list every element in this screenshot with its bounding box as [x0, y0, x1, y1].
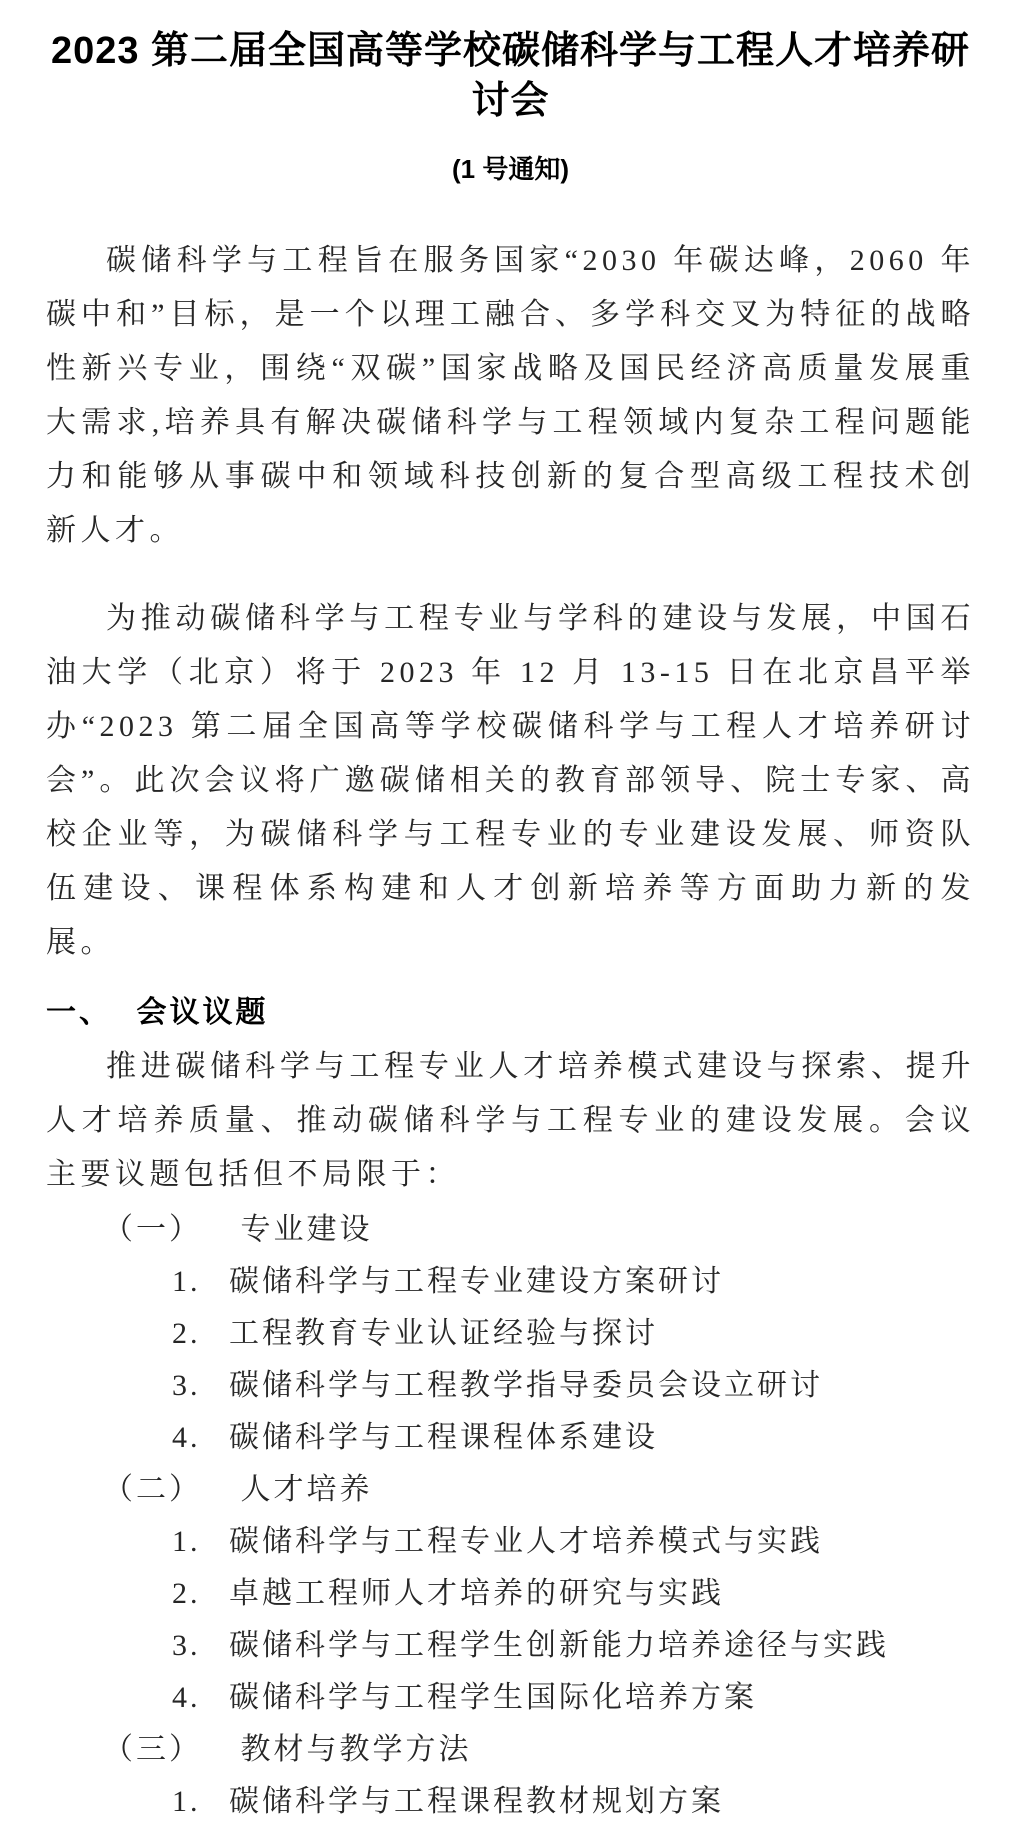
- agenda-subsection-header-2: [103, 1464, 975, 1516]
- agenda-item: [172, 1308, 975, 1360]
- agenda-list: [46, 1204, 975, 1828]
- item-text: 碳储科学与工程课程教材规划方案: [229, 1785, 724, 1818]
- agenda-item: [172, 1256, 975, 1308]
- subsection-label: （一）: [103, 1213, 202, 1246]
- agenda-intro-paragraph: 推进碳储科学与工程专业人才培养模式建设与探索、提升人才培养质量、推动碳储科学与工程专业的建设发展。会议主要议题包括但不局限于：: [46, 1050, 975, 1191]
- agenda-item: [172, 1568, 975, 1620]
- item-number: 4.: [172, 1681, 201, 1714]
- agenda-item: [172, 1516, 975, 1568]
- agenda-subsection-header-1: [103, 1204, 975, 1256]
- intro-paragraph-1: 碳储科学与工程旨在服务国家“2030 年碳达峰，2060 年碳中和”目标，是一个以理工融合、多学科交叉为特征的战略性新兴专业，围绕“双碳”国家战略及国民经济高质量发展重大需求,培养具有解决碳储科学与工程领域内复杂工程问题能力和能够从事碳中和领域科技创新的复合型高级工程技术创新人才。: [46, 244, 975, 547]
- item-text: 卓越工程师人才培养的研究与实践: [229, 1577, 724, 1610]
- item-number: 1.: [172, 1525, 201, 1558]
- item-text: 碳储科学与工程专业人才培养模式与实践: [229, 1525, 823, 1558]
- subsection-label: （二）: [103, 1473, 202, 1506]
- agenda-heading-text: 会议议题: [136, 996, 269, 1029]
- item-text: 工程教育专业认证经验与探讨: [229, 1317, 658, 1350]
- intro-paragraph-2: 为推动碳储科学与工程专业与学科的建设与发展，中国石油大学（北京）将于 2023 年 12 月 13-15 日在北京昌平举办“2023 第二届全国高等学校碳储科学与工程人才培养研讨会”。此次会议将广邀碳储相关的教育部领导、院士专家、高校企业等，为碳储科学与工程专业的专业建设发展、师资队伍建设、课程体系构建和人才创新培养等方面助力新的发展。: [46, 602, 975, 959]
- item-number: 2.: [172, 1317, 201, 1350]
- page-title: 2023 第二届全国高等学校碳储科学与工程人才培养研讨会: [50, 30, 971, 122]
- item-number: 1.: [172, 1785, 201, 1818]
- subsection-title: 人才培养: [240, 1473, 373, 1506]
- agenda-section-heading: [46, 986, 975, 1040]
- agenda-item: [172, 1776, 975, 1828]
- subsection-label: （三）: [103, 1733, 202, 1766]
- item-text: 碳储科学与工程学生创新能力培养途径与实践: [229, 1629, 889, 1662]
- agenda-item: [172, 1360, 975, 1412]
- item-text: 碳储科学与工程学生国际化培养方案: [229, 1681, 757, 1714]
- agenda-item: [172, 1620, 975, 1672]
- item-number: 4.: [172, 1421, 201, 1454]
- subsection-title: 专业建设: [240, 1213, 373, 1246]
- item-number: 1.: [172, 1265, 201, 1298]
- item-number: 3.: [172, 1629, 201, 1662]
- agenda-subsection-header-3: [103, 1724, 975, 1776]
- agenda-heading-number: 一、: [46, 996, 112, 1029]
- item-text: 碳储科学与工程教学指导委员会设立研讨: [229, 1369, 823, 1402]
- notice-subtitle: (1 号通知): [451, 154, 569, 184]
- item-text: 碳储科学与工程专业建设方案研讨: [229, 1265, 724, 1298]
- subsection-title: 教材与教学方法: [240, 1733, 472, 1766]
- item-text: 碳储科学与工程课程体系建设: [229, 1421, 658, 1454]
- item-number: 2.: [172, 1577, 201, 1610]
- agenda-item: [172, 1672, 975, 1724]
- item-number: 3.: [172, 1369, 201, 1402]
- agenda-item: [172, 1412, 975, 1464]
